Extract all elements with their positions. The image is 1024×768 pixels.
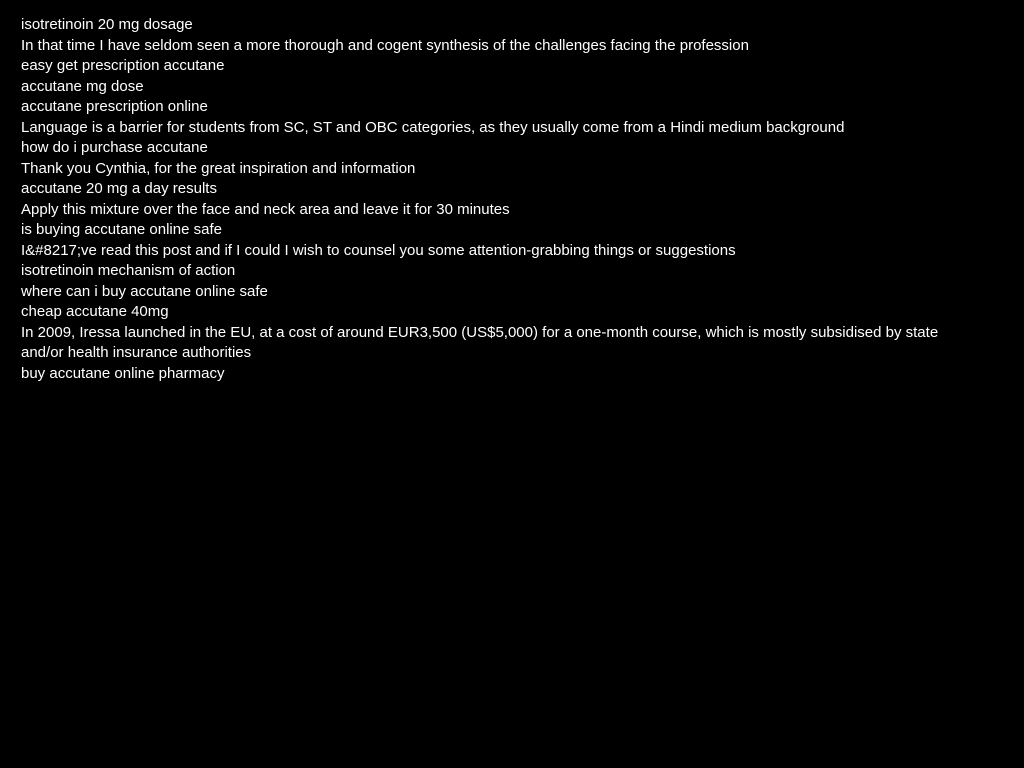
text-line: In that time I have seldom seen a more thorough and cogent synthesis of the challenges facing the profession	[21, 36, 749, 54]
text-line: easy get prescription accutane	[21, 57, 225, 74]
text-line: is buying accutane online safe	[21, 221, 222, 238]
text-line: Apply this mixture over the face and neck area and leave it for 30 minutes	[21, 200, 510, 218]
text-line: accutane prescription online	[21, 98, 208, 115]
text-line: In 2009, Iressa launched in the EU, at a cost of around EUR3,500 (US$5,000) for a one-month course, which is mostly subsidised by state and/or health insurance authorities	[21, 323, 939, 361]
text-line: buy accutane online pharmacy	[21, 364, 225, 382]
text-line: I&#8217;ve read this post and if I could I wish to counsel you some attention-grabbing things or suggestions	[21, 241, 736, 259]
text-line: cheap accutane 40mg	[21, 303, 169, 320]
text-line: accutane mg dose	[21, 77, 144, 95]
text-line: isotretinoin 20 mg dosage	[21, 16, 193, 33]
text-lines	[21, 15, 984, 384]
text-line: accutane 20 mg a day results	[21, 180, 217, 197]
text-line: Language is a barrier for students from SC, ST and OBC categories, as they usually come from a Hindi medium background	[21, 118, 845, 136]
text-line: how do i purchase accutane	[21, 139, 208, 156]
text-line: where can i buy accutane online safe	[21, 282, 268, 300]
text-line: isotretinoin mechanism of action	[21, 262, 236, 279]
text-line: Thank you Cynthia, for the great inspiration and information	[21, 159, 416, 177]
